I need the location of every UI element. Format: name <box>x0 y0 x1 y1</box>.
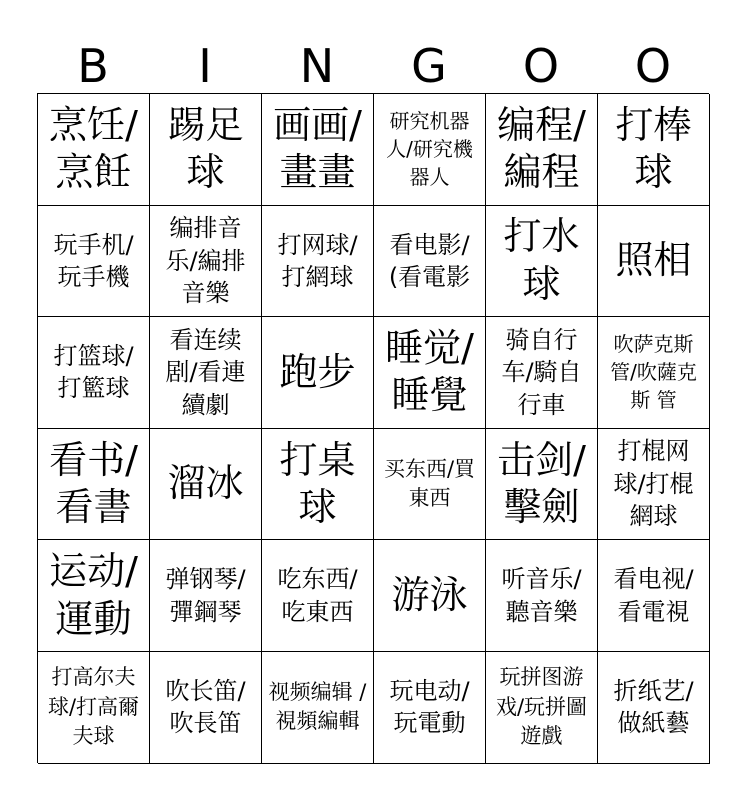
bingo-board <box>37 93 709 763</box>
bingo-cell[interactable]: 烹饪/烹飪 <box>38 94 150 206</box>
bingo-header <box>37 38 709 94</box>
header-letter-g: G <box>411 39 447 93</box>
bingo-cell[interactable]: 骑自行车/騎自行車 <box>486 317 598 429</box>
bingo-cell[interactable]: 打桌球 <box>262 429 374 541</box>
bingo-cell[interactable]: 吃东西/吃東西 <box>262 540 374 652</box>
header-letter-b: B <box>77 39 109 93</box>
bingo-cell[interactable]: 玩电动/玩電動 <box>374 652 486 764</box>
bingo-cell[interactable]: 画画/畫畫 <box>262 94 374 206</box>
header-letter-n: N <box>299 39 335 93</box>
bingo-cell[interactable]: 照相 <box>598 206 710 318</box>
bingo-cell[interactable]: 看书/看書 <box>38 429 150 541</box>
bingo-cell[interactable]: 看电影/(看電影 <box>374 206 486 318</box>
bingo-cell[interactable]: 弹钢琴/彈鋼琴 <box>150 540 262 652</box>
bingo-cell[interactable]: 视频编辑 /視頻編輯 <box>262 652 374 764</box>
bingo-cell[interactable]: 吹长笛/吹長笛 <box>150 652 262 764</box>
bingo-cell[interactable]: 跑步 <box>262 317 374 429</box>
bingo-cell[interactable]: 打篮球/打籃球 <box>38 317 150 429</box>
bingo-cell[interactable]: 踢足球 <box>150 94 262 206</box>
header-letter-i: I <box>198 39 212 93</box>
header-letter-o-2: O <box>634 39 672 93</box>
bingo-cell[interactable]: 打棒球 <box>598 94 710 206</box>
bingo-cell[interactable]: 听音乐/聽音樂 <box>486 540 598 652</box>
bingo-cell[interactable]: 研究机器人/研究機器人 <box>374 94 486 206</box>
bingo-cell[interactable]: 看电视/看電視 <box>598 540 710 652</box>
bingo-cell[interactable]: 击剑/擊劍 <box>486 429 598 541</box>
bingo-cell[interactable]: 玩拼图游戏/玩拼圖遊戲 <box>486 652 598 764</box>
bingo-cell[interactable]: 玩手机/玩手機 <box>38 206 150 318</box>
bingo-cell[interactable]: 折纸艺/做紙藝 <box>598 652 710 764</box>
bingo-cell[interactable]: 运动/運動 <box>38 540 150 652</box>
bingo-cell[interactable]: 打高尔夫球/打高爾夫球 <box>38 652 150 764</box>
bingo-cell[interactable]: 编程/編程 <box>486 94 598 206</box>
bingo-cell[interactable]: 打水球 <box>486 206 598 318</box>
bingo-cell[interactable]: 睡觉/睡覺 <box>374 317 486 429</box>
bingo-cell[interactable]: 吹萨克斯管/吹薩克斯 管 <box>598 317 710 429</box>
header-letter-o: O <box>522 39 560 93</box>
bingo-cell[interactable]: 打网球/打網球 <box>262 206 374 318</box>
bingo-cell[interactable]: 买东西/買東西 <box>374 429 486 541</box>
bingo-cell[interactable]: 游泳 <box>374 540 486 652</box>
bingo-cell[interactable]: 看连续剧/看連續劇 <box>150 317 262 429</box>
bingo-cell[interactable]: 打棍网球/打棍網球 <box>598 429 710 541</box>
bingo-cell[interactable]: 溜冰 <box>150 429 262 541</box>
bingo-cell[interactable]: 编排音乐/編排音樂 <box>150 206 262 318</box>
